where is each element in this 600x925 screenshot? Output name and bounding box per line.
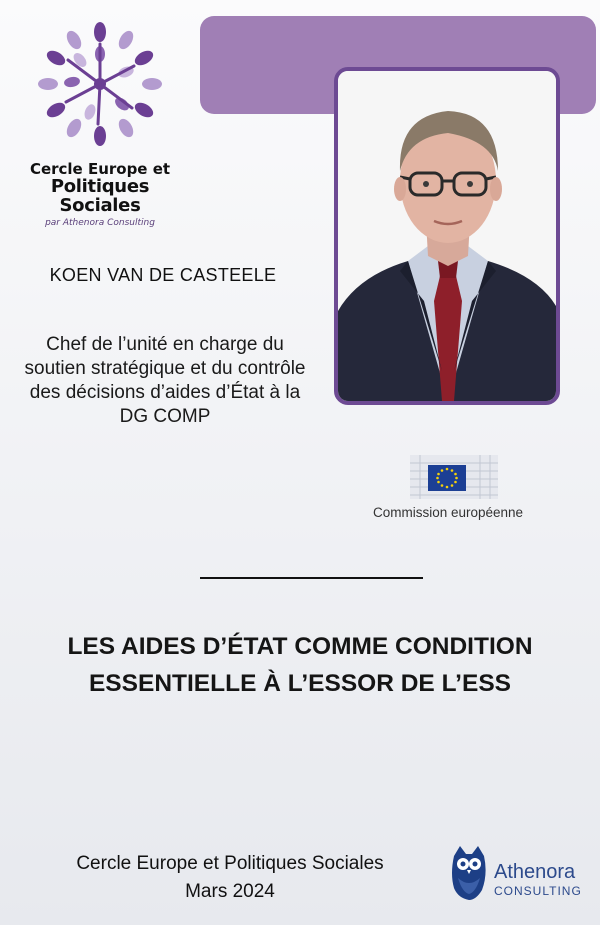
divider — [200, 577, 423, 579]
flower-logo-icon — [38, 22, 162, 146]
athenora-brand: Athenora — [494, 861, 576, 883]
headline — [20, 628, 580, 702]
footer-line-1: Cercle Europe et Politiques Sociales — [76, 853, 384, 874]
logo-line-1: Cercle Europe et — [29, 160, 171, 178]
athenora-logo — [448, 844, 594, 904]
speaker-role: Chef de l’unité en charge du soutien stratégique et du contrôle des décisions d’aides d’État à la DG COMP — [24, 334, 306, 427]
owl-logo-icon — [448, 844, 490, 900]
speaker-name: KOEN VAN DE CASTEELE — [49, 265, 277, 285]
headline-line-2: ESSENTIELLE À L’ESSOR DE L’ESS — [88, 670, 512, 697]
logo-line-2: Politiques Sociales — [50, 175, 150, 216]
logo-line-3: par Athenora Consulting — [45, 217, 155, 228]
institution-label: Commission européenne — [372, 505, 524, 520]
portrait-illustration — [338, 71, 556, 401]
headline-line-1: LES AIDES D’ÉTAT COMME CONDITION — [67, 633, 533, 660]
eu-building-icon — [410, 455, 498, 499]
european-commission-logo — [360, 455, 536, 525]
footer-text — [20, 850, 440, 906]
logo-wordmark — [10, 162, 190, 228]
speaker-photo — [334, 67, 560, 405]
athenora-sub: CONSULTING — [494, 884, 582, 898]
footer-line-2: Mars 2024 — [185, 881, 275, 902]
